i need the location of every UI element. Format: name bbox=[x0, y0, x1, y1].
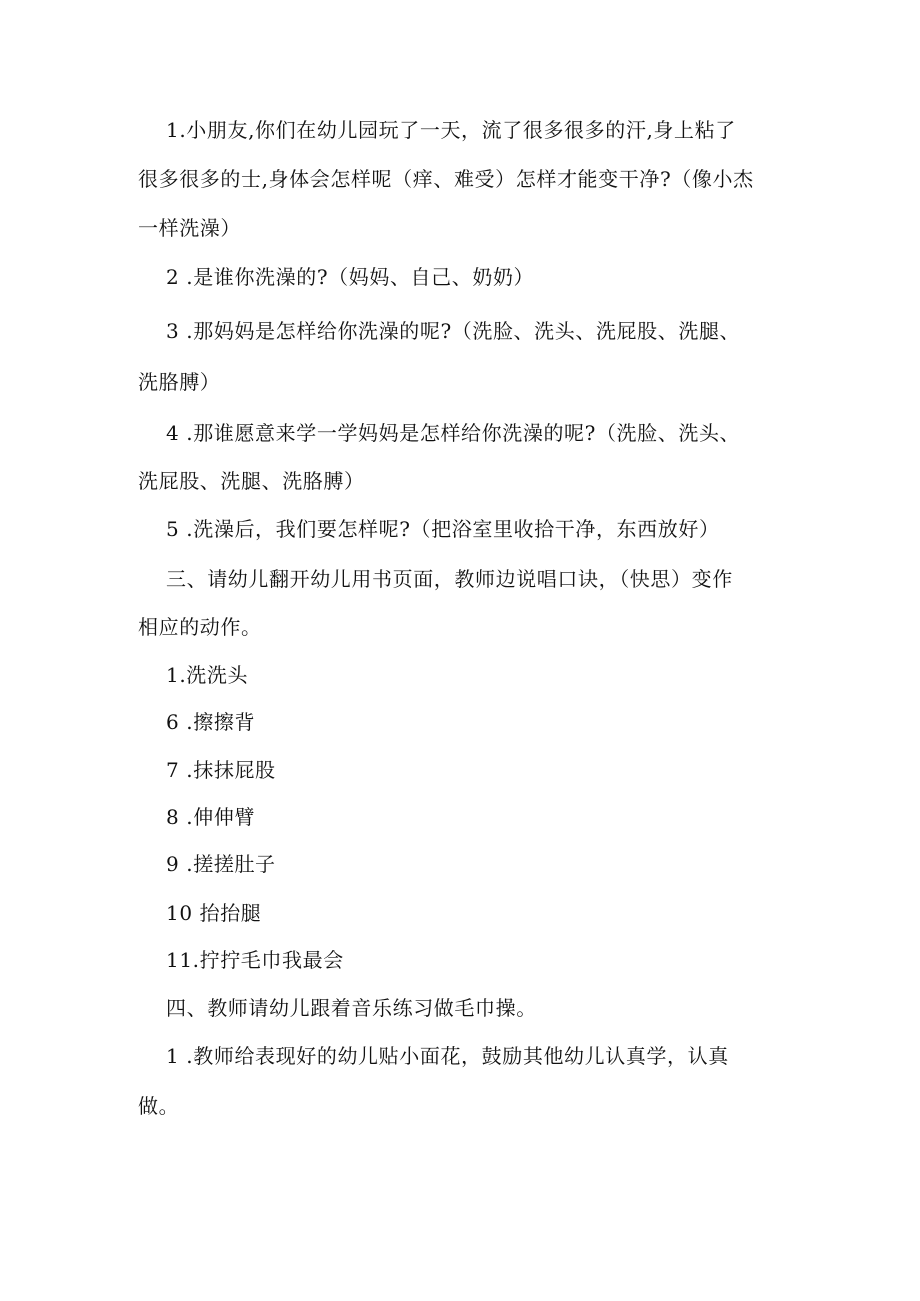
paragraph-line: 5 .洗澡后，我们要怎样呢?（把浴室里收拾干净，东西放好） bbox=[166, 517, 720, 541]
section-heading-line: 三、请幼儿翻开幼儿用书页面，教师边说唱口诀，（快思）变作 bbox=[166, 567, 733, 591]
paragraph-line: 一样洗澡） bbox=[138, 216, 241, 240]
paragraph-line: 做。 bbox=[138, 1094, 180, 1118]
paragraph-line: 4 .那谁愿意来学一学妈妈是怎样给你洗澡的呢?（洗脸、洗头、 bbox=[166, 421, 741, 445]
list-item: 10 抬抬腿 bbox=[166, 901, 262, 925]
list-item: 6 .擦擦背 bbox=[166, 710, 256, 734]
paragraph-line: 很多很多的士,身体会怎样呢（痒、难受）怎样才能变干净?（像小杰 bbox=[138, 167, 754, 191]
list-item: 1.洗洗头 bbox=[166, 663, 249, 687]
list-item: 8 .伸伸臂 bbox=[166, 805, 256, 829]
section-heading-line: 四、教师请幼儿跟着音乐练习做毛巾操。 bbox=[166, 996, 537, 1020]
paragraph-line: 洗胳膊） bbox=[138, 370, 221, 394]
list-item: 9 .搓搓肚子 bbox=[166, 852, 276, 876]
paragraph-line: 3 .那妈妈是怎样给你洗澡的呢?（洗脸、洗头、洗屁股、洗腿、 bbox=[166, 319, 741, 343]
paragraph-line: 相应的动作。 bbox=[138, 615, 262, 639]
paragraph-line: 1 .教师给表现好的幼儿贴小面花，鼓励其他幼儿认真学，认真 bbox=[166, 1044, 729, 1068]
paragraph-line: 2 .是谁你洗澡的?（妈妈、自己、奶奶） bbox=[166, 265, 535, 289]
list-item: 7 .抹抹屁股 bbox=[166, 758, 276, 782]
paragraph-line: 1.小朋友,你们在幼儿园玩了一天，流了很多很多的汗,身上粘了 bbox=[166, 118, 736, 142]
paragraph-line: 洗屁股、洗腿、洗胳膊） bbox=[138, 469, 365, 493]
list-item: 11.拧拧毛巾我最会 bbox=[166, 948, 344, 972]
